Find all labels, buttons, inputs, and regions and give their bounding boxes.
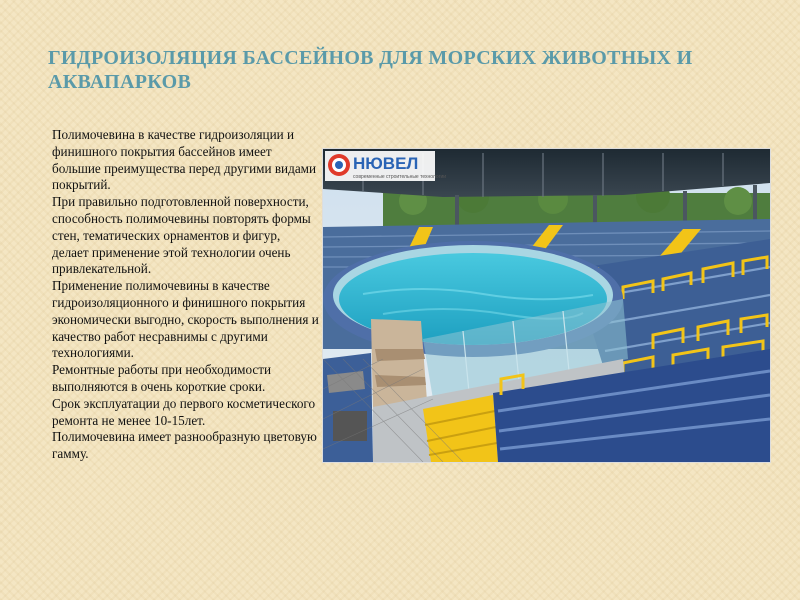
paragraph: Полимочевина имеет разнообразную цветовую гамму. [52,429,317,462]
body-text [52,127,320,463]
slide-title: ГИДРОИЗОЛЯЦИЯ БАССЕЙНОВ ДЛЯ МОРСКИХ ЖИВОТНЫХ И АКВАПАРКОВ [48,47,693,93]
paragraph: Применение полимочевины в качестве гидроизоляционного и финишного покрытия экономически выгодно, скорость выполнения и качество работ несравнимы с другими технологиями. [52,278,319,361]
dolphinarium-photo [323,149,770,462]
logo-wordmark: НЮВЕЛ [353,154,419,173]
logo-subtitle: современные строительные технологии [353,174,447,180]
paragraph: Полимочевина в качестве гидроизоляции и финишного покрытия бассейнов имеет большие преимущества перед другими видами покрытий. [52,127,317,193]
paragraph: При правильно подготовленной поверхности, способность полимочевины повторять формы стен, тематических орнаментов и фигур, делает применение этой технологии очень привлекательной. [52,194,311,277]
dolphinarium-photo-illustration [323,149,770,462]
paragraph: Срок эксплуатации до первого косметического ремонта не менее 10-15лет. [52,395,316,428]
paragraph: Ремонтные работы при необходимости выполняются в очень короткие сроки. [52,362,272,394]
nyuvel-logo [325,151,446,181]
